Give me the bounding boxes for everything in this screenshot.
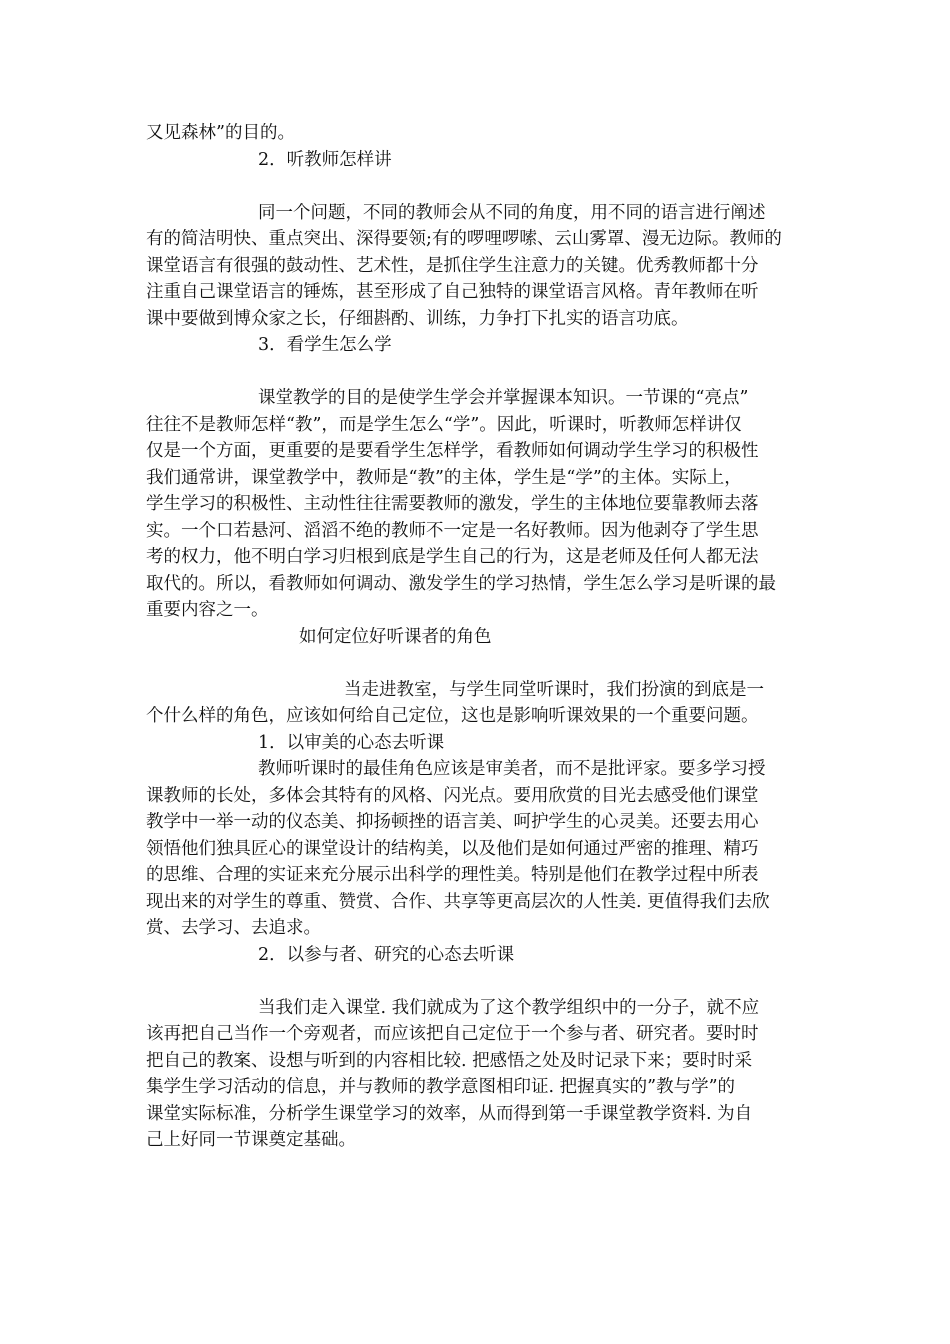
text-line: 重要内容之一。	[146, 600, 269, 620]
document-body	[146, 120, 810, 1154]
text-line: 教师听课时的最佳角色应该是审美者，而不是批评家。要多学习授	[258, 759, 766, 779]
text-line: 课中要做到博众家之长，仔细斟酌、训练，力争打下扎实的语言功底。	[146, 308, 689, 329]
text-line: 己上好同一节课奠定基础。	[146, 1130, 356, 1150]
text-line: 实。一个口若悬河、滔滔不绝的教师不一定是一名好教师。因为他剥夺了学生思	[146, 520, 759, 541]
paragraph-student-learning	[146, 385, 810, 624]
paragraph-teacher-language	[146, 200, 810, 333]
heading-participant-mindset: 2．以参与者、研究的心态去听课	[258, 944, 515, 965]
text-line: 考的权力，他不明白学习归根到底是学生自己的行为，这是老师及任何人都无法	[146, 547, 759, 567]
section-title: 如何定位好听课者的角色	[299, 626, 492, 647]
text-line: 集学生学习活动的信息，并与教师的教学意图相印证. 把握真实的”教与学”的	[146, 1077, 736, 1097]
heading-listen-teacher: 2．听教师怎样讲	[258, 149, 392, 170]
text-line: 现出来的对学生的尊重、赞赏、合作、共享等更高层次的人性美. 更值得我们去欣	[146, 891, 770, 912]
spacer	[146, 968, 810, 995]
spacer	[146, 359, 810, 386]
paragraph-aesthetic	[146, 756, 810, 942]
text-line: 往往不是教师怎样“教”，而是学生怎么“学”。因此，听课时，听教师怎样讲仅	[146, 414, 742, 435]
text-line: 教学中一举一动的仪态美、抑扬顿挫的语言美、呵护学生的心灵美。还要去用心	[146, 812, 759, 832]
text-line: 课堂实际标准，分析学生课堂学习的效率，从而得到第一手课堂教学资料. 为自	[146, 1103, 753, 1124]
heading-aesthetic-mindset: 1．以审美的心态去听课	[258, 732, 445, 753]
spacer	[146, 650, 810, 677]
text-line: 当走进教室，与学生同堂听课时，我们扮演的到底是一	[344, 679, 764, 700]
paragraph-role-intro	[146, 677, 810, 730]
text-line: 有的简洁明快、重点突出、深得要领;有的啰哩啰嗦、云山雾罩、漫无边际。教师的	[146, 229, 782, 249]
text-line: 我们通常讲，课堂教学中，教师是“教”的主体，学生是“学”的主体。实际上，	[146, 467, 742, 488]
paragraph-participant	[146, 995, 810, 1154]
text-line: 的思维、合理的实证来充分展示出科学的理性美。特别是他们在教学过程中所表	[146, 865, 759, 885]
text-line: 赏、去学习、去追求。	[146, 918, 321, 938]
text-line: 个什么样的角色，应该如何给自己定位，这也是影响听课效果的一个重要问题。	[146, 706, 759, 726]
spacer	[146, 173, 810, 200]
text-line: 学生学习的积极性、主动性往往需要教师的激发，学生的主体地位要靠教师去落	[146, 494, 759, 514]
text-line: 课堂教学的目的是使学生学会并掌握课本知识。一节课的“亮点”	[258, 388, 749, 408]
text-line: 把自己的教案、设想与听到的内容相比较. 把感悟之处及时记录下来；要时时采	[146, 1050, 753, 1071]
text-line: 领悟他们独具匠心的课堂设计的结构美，以及他们是如何通过严密的推理、精巧	[146, 838, 759, 859]
text-line: 课教师的长处，多体会其特有的风格、闪光点。要用欣赏的目光去感受他们课堂	[146, 785, 759, 806]
text-line: 课堂语言有很强的鼓动性、艺术性，是抓住学生注意力的关键。优秀教师都十分	[146, 255, 759, 276]
text-line: 当我们走入课堂. 我们就成为了这个教学组织中的一分子，就不应	[258, 997, 760, 1018]
text-line: 注重自己课堂语言的锤炼，甚至形成了自己独特的课堂语言风格。青年教师在听	[146, 282, 759, 302]
text-line: 又见森林”的目的。	[146, 123, 295, 143]
text-line: 仅是一个方面，更重要的是要看学生怎样学，看教师如何调动学生学习的积极性	[146, 441, 759, 461]
text-line: 取代的。所以，看教师如何调动、激发学生的学习热情，学生怎么学习是听课的最	[146, 573, 776, 594]
text-line: 该再把自己当作一个旁观者，而应该把自己定位于一个参与者、研究者。要时时	[146, 1024, 759, 1044]
heading-watch-students: 3．看学生怎么学	[258, 335, 392, 355]
text-line: 同一个问题，不同的教师会从不同的角度，用不同的语言进行阐述	[258, 202, 766, 223]
